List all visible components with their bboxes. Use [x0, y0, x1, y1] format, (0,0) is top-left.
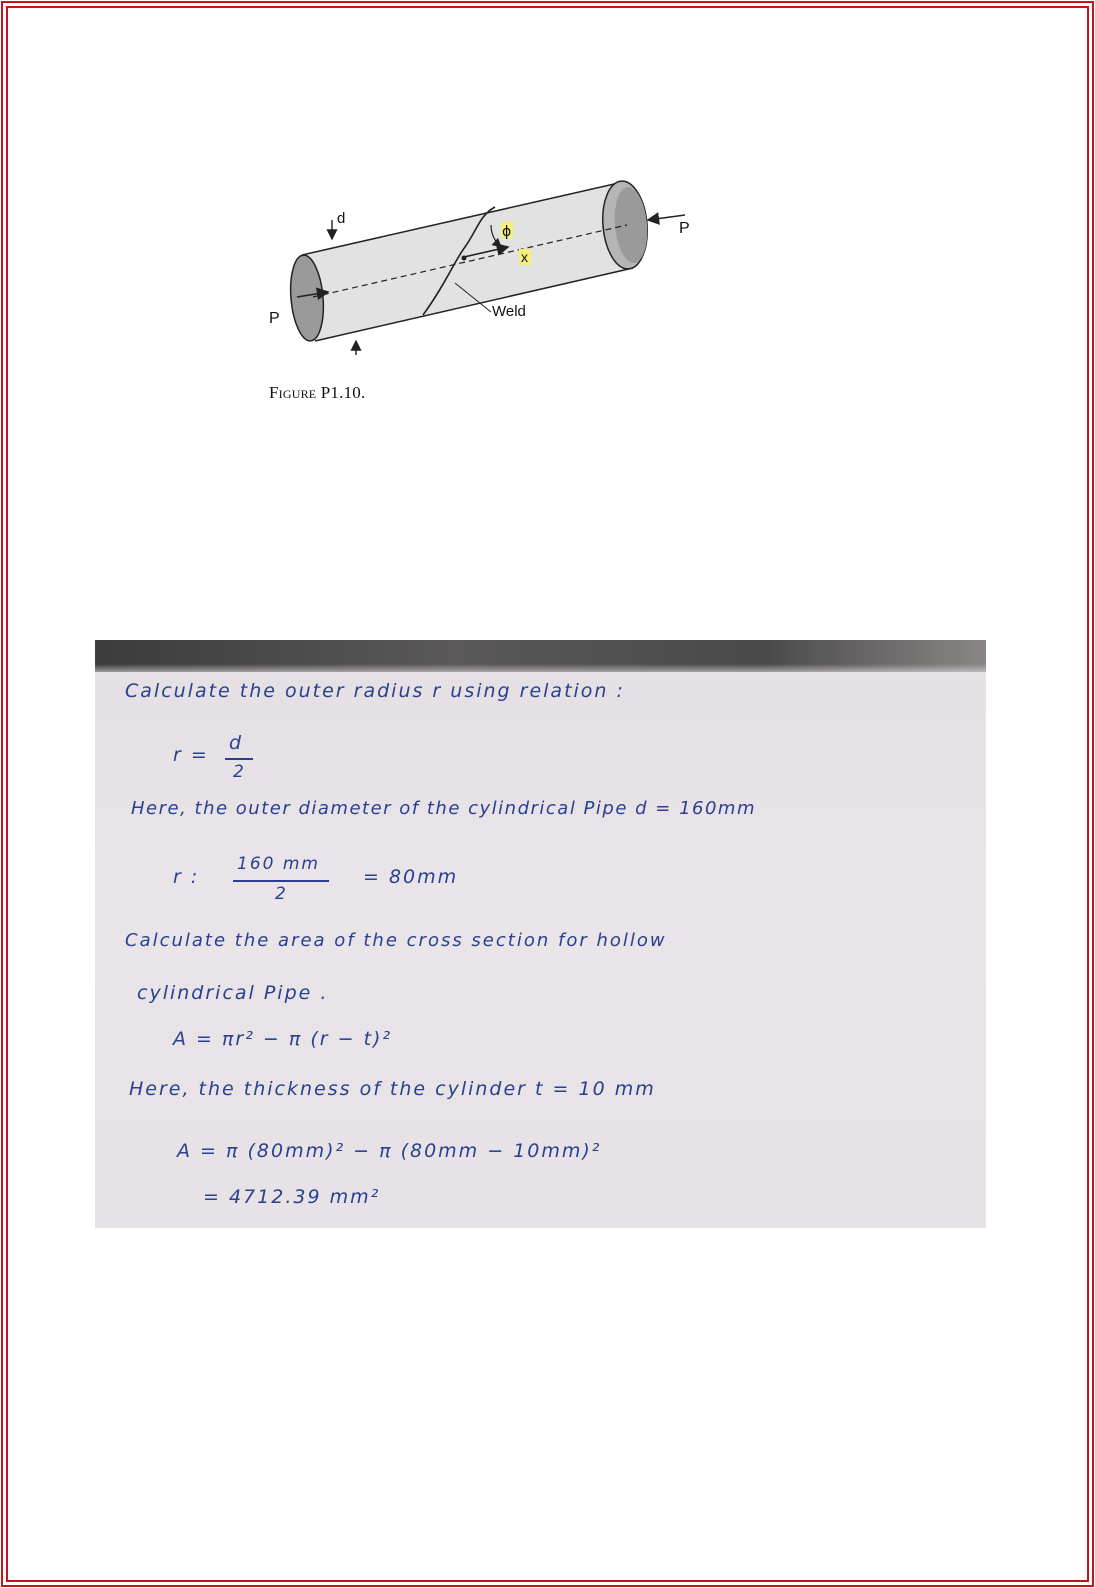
label-weld: Weld	[492, 303, 526, 320]
notes-line-2: Here, the outer diameter of the cylindrical Pipe d = 160mm	[131, 798, 757, 819]
area-calculation: A = π (80mm)² − π (80mm − 10mm)²	[177, 1140, 602, 1162]
radius-denominator: 2	[233, 762, 246, 782]
label-d: d	[337, 210, 346, 227]
pipe-body	[302, 182, 633, 341]
notes-line-4: cylindrical Pipe .	[137, 982, 329, 1004]
label-phi: ϕ	[502, 224, 512, 240]
radius-numerator: d	[229, 732, 244, 754]
area-formula: A = πr² − π (r − t)²	[173, 1028, 393, 1050]
label-x: x	[521, 249, 528, 265]
figure-caption: Figure P1.10.	[269, 383, 366, 402]
notes-line-5: Here, the thickness of the cylinder t = 10 mm	[129, 1078, 656, 1100]
label-p-left: P	[269, 310, 280, 327]
notes-line-1: Calculate the outer radius r using relation :	[125, 680, 625, 702]
radius-lhs: r =	[173, 744, 209, 766]
radius-value-numerator: 160 mm	[237, 854, 320, 874]
radius-value-denominator: 2	[275, 884, 288, 904]
radius-fraction-bar	[225, 758, 253, 760]
radius-value-lhs: r :	[173, 866, 200, 888]
label-p-right: P	[679, 220, 690, 237]
handwritten-notes-photo	[95, 640, 986, 1228]
pipe-figure	[255, 165, 715, 365]
radius-value-result: = 80mm	[363, 866, 459, 888]
notes-line-3: Calculate the area of the cross section for hollow	[125, 930, 667, 951]
area-result: = 4712.39 mm²	[203, 1186, 381, 1208]
radius-value-fraction-bar	[233, 880, 329, 882]
